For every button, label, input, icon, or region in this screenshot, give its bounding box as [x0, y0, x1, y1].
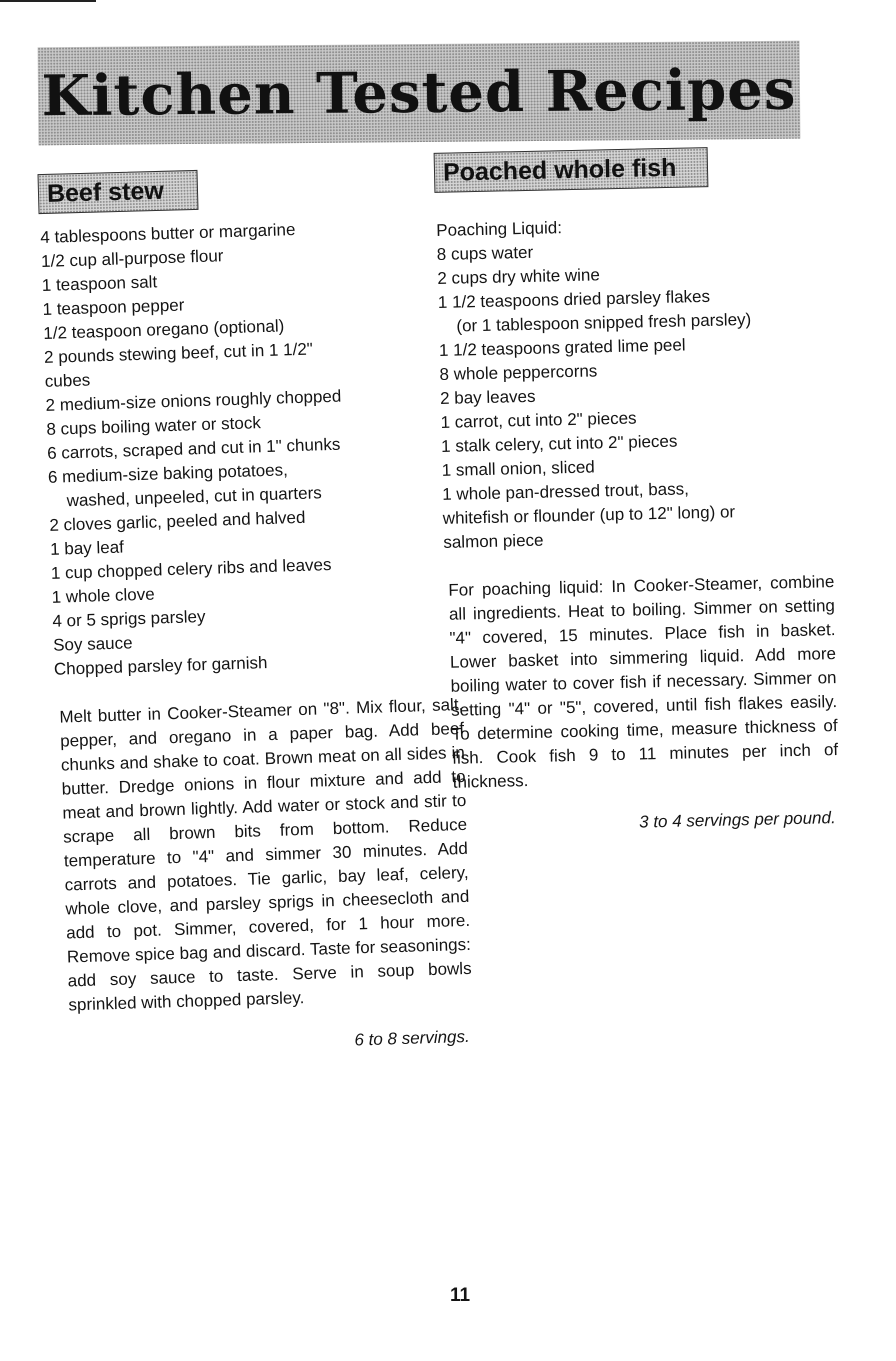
ingredient-line: 8 cups boiling water or stock: [46, 413, 262, 439]
ingredient-line: Soy sauce: [52, 633, 133, 655]
page-title: Kitchen Tested Recipes: [41, 56, 797, 130]
ingredient-line: 8 whole peppercorns: [439, 361, 598, 384]
poached-fish-heading: Poached whole fish: [434, 147, 709, 193]
beef-stew-heading: Beef stew: [38, 170, 199, 214]
beef-stew-yield: 6 to 8 servings.: [354, 1026, 470, 1050]
ingredient-line: 2 cloves garlic, peeled and halved: [49, 507, 306, 535]
ingredient-line: 1 small onion, sliced: [441, 457, 595, 480]
ingredient-line: 8 cups water: [436, 242, 534, 264]
page-number: 11: [449, 1285, 471, 1306]
ingredient-line: 1 bay leaf: [49, 537, 125, 559]
ingredient-line: whitefish or flounder (up to 12" long) or: [442, 502, 736, 528]
ingredient-line: Chopped parsley for garnish: [53, 653, 268, 679]
ingredient-line: 6 medium-size baking potatoes,: [47, 460, 289, 487]
ingredient-line: 1 whole pan-dressed trout, bass,: [442, 479, 690, 504]
ingredient-line: 1 1/2 teaspoons dried parsley flakes: [437, 286, 711, 312]
ingredient-line: 1 teaspoon salt: [41, 272, 158, 295]
ingredient-line: salmon piece: [443, 530, 544, 552]
ingredient-line: 1 stalk celery, cut into 2" pieces: [440, 431, 678, 456]
ingredient-line: 2 medium-size onions roughly chopped: [45, 386, 342, 415]
ingredient-line: (or 1 tablespoon snipped fresh parsley): [456, 309, 752, 336]
ingredient-line: 1 cup chopped celery ribs and leaves: [50, 555, 332, 583]
poached-fish-method: For poaching liquid: In Cooker-Steamer, combine all ingredients. Heat to boiling. Simmer on setting "4" covered, 15 minutes. Place fish in basket. Lower basket into simmering liquid. Add more boiling water to cover fish if necessary. Simmer on setting "4" or "5", covered, until fish flakes easily. To determine cooking time, measure thickness of fish. Cook fish 9 to 11 minutes per inch of thickness.: [448, 572, 839, 792]
ingredient-line: 2 pounds stewing beef, cut in 1 1/2": [43, 339, 314, 367]
corner-rule: [0, 0, 96, 2]
beef-stew-method: Melt butter in Cooker-Steamer on "8". Mix flour, salt, pepper, and oregano in a paper bag. Add beef chunks and shake to coat. Brown meat on all sides in butter. Dredge onions in flour mixture and add to meat and brown lightly. Add water or stock and stir to scrape all brown bits from bottom. Reduce temperature to "4" and simmer 30 minutes. Add carrots and potatoes. Tie garlic, bay leaf, celery, whole clove, and parsley sprigs in cheesecloth and add to pot. Simmer, covered, for 1 hour more. Remove spice bag and discard. Taste for seasonings: add soy sauce to taste. Serve in soup bowls sprinkled with chopped parsley.: [59, 694, 472, 1015]
ingredient-line: cubes: [44, 370, 91, 391]
ingredient-line: 1 whole clove: [51, 584, 155, 607]
ingredient-line: 1/2 teaspoon oregano (optional): [43, 316, 285, 343]
ingredient-line: 1 1/2 teaspoons grated lime peel: [438, 335, 686, 360]
ingredient-line: washed, unpeeled, cut in quarters: [66, 483, 322, 511]
ingredient-line: 2 bay leaves: [439, 386, 536, 408]
poached-fish-column: [436, 210, 840, 839]
beef-stew-column: [40, 213, 474, 1061]
ingredient-line: 4 tablespoons butter or margarine: [40, 219, 296, 247]
ingredient-line: 4 or 5 sprigs parsley: [52, 607, 206, 631]
ingredient-line: Poaching Liquid:: [436, 218, 563, 240]
poached-fish-yield: 3 to 4 servings per pound.: [638, 808, 836, 832]
ingredient-line: 1/2 cup all-purpose flour: [40, 246, 224, 271]
ingredient-line: 2 cups dry white wine: [437, 265, 601, 288]
ingredient-line: 6 carrots, scraped and cut in 1" chunks: [46, 434, 341, 463]
ingredient-line: 1 carrot, cut into 2" pieces: [440, 408, 637, 432]
ingredient-line: 1 teaspoon pepper: [42, 295, 185, 319]
